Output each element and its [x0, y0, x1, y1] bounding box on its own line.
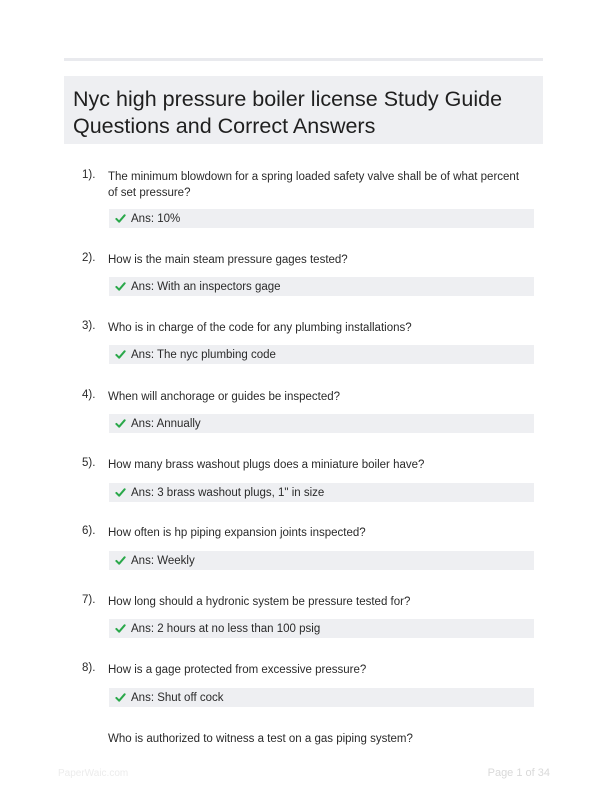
answer-text: Ans: 3 brass washout plugs, 1" in size: [131, 486, 325, 499]
page-number: Page 1 of 34: [487, 767, 550, 779]
answer-text: Ans: 10%: [131, 212, 181, 225]
answer-text: Ans: With an inspectors gage: [131, 280, 281, 293]
question-text: How long should a hydronic system be pressure tested for?: [108, 596, 411, 608]
question-number: 7).: [82, 594, 96, 606]
question-text: Who is authorized to witness a test on a gas piping system?: [108, 733, 413, 745]
question-number: 8).: [82, 662, 96, 674]
top-divider: [64, 58, 543, 61]
answer-box: [109, 551, 534, 570]
checkmark-icon: [115, 555, 126, 566]
question-number: 3).: [82, 320, 96, 332]
checkmark-icon: [115, 692, 126, 703]
answer-text: Ans: The nyc plumbing code: [131, 348, 276, 361]
question-text: How many brass washout plugs does a miniature boiler have?: [108, 459, 425, 471]
document-title: [73, 86, 543, 140]
question-text: The minimum blowdown for a spring loaded safety valve shall be of what percent of set pressure?: [108, 171, 520, 199]
question-number: 5).: [82, 457, 96, 469]
watermark: PaperWaic.com: [58, 768, 129, 779]
answer-box: [109, 414, 534, 433]
title-line-2: Questions and Correct Answers: [73, 114, 376, 138]
checkmark-icon: [115, 487, 126, 498]
answer-box: [109, 209, 534, 228]
question-number: 2).: [82, 252, 96, 264]
question-number: 4).: [82, 389, 96, 401]
checkmark-icon: [115, 418, 126, 429]
question-text: Who is in charge of the code for any plumbing installations?: [108, 322, 412, 334]
question-text: How often is hp piping expansion joints inspected?: [108, 527, 366, 539]
title-banner: [64, 76, 543, 144]
answer-box: [109, 688, 534, 707]
question-number: 6).: [82, 525, 96, 537]
answer-box: [109, 277, 534, 296]
question-text: How is the main steam pressure gages tested?: [108, 254, 348, 266]
question-text: When will anchorage or guides be inspected?: [108, 391, 341, 403]
answer-text: Ans: Annually: [131, 417, 201, 430]
checkmark-icon: [115, 623, 126, 634]
question-number: 1).: [82, 169, 96, 181]
answer-text: Ans: Shut off cock: [131, 691, 224, 704]
answer-text: Ans: Weekly: [131, 554, 195, 567]
checkmark-icon: [115, 213, 126, 224]
answer-box: [109, 619, 534, 638]
checkmark-icon: [115, 349, 126, 360]
title-line-1: Nyc high pressure boiler license Study Guide: [73, 87, 503, 111]
question-text: How is a gage protected from excessive pressure?: [108, 664, 367, 676]
checkmark-icon: [115, 281, 126, 292]
answer-box: [109, 483, 534, 502]
answer-text: Ans: 2 hours at no less than 100 psig: [131, 622, 321, 635]
answer-box: [109, 345, 534, 364]
